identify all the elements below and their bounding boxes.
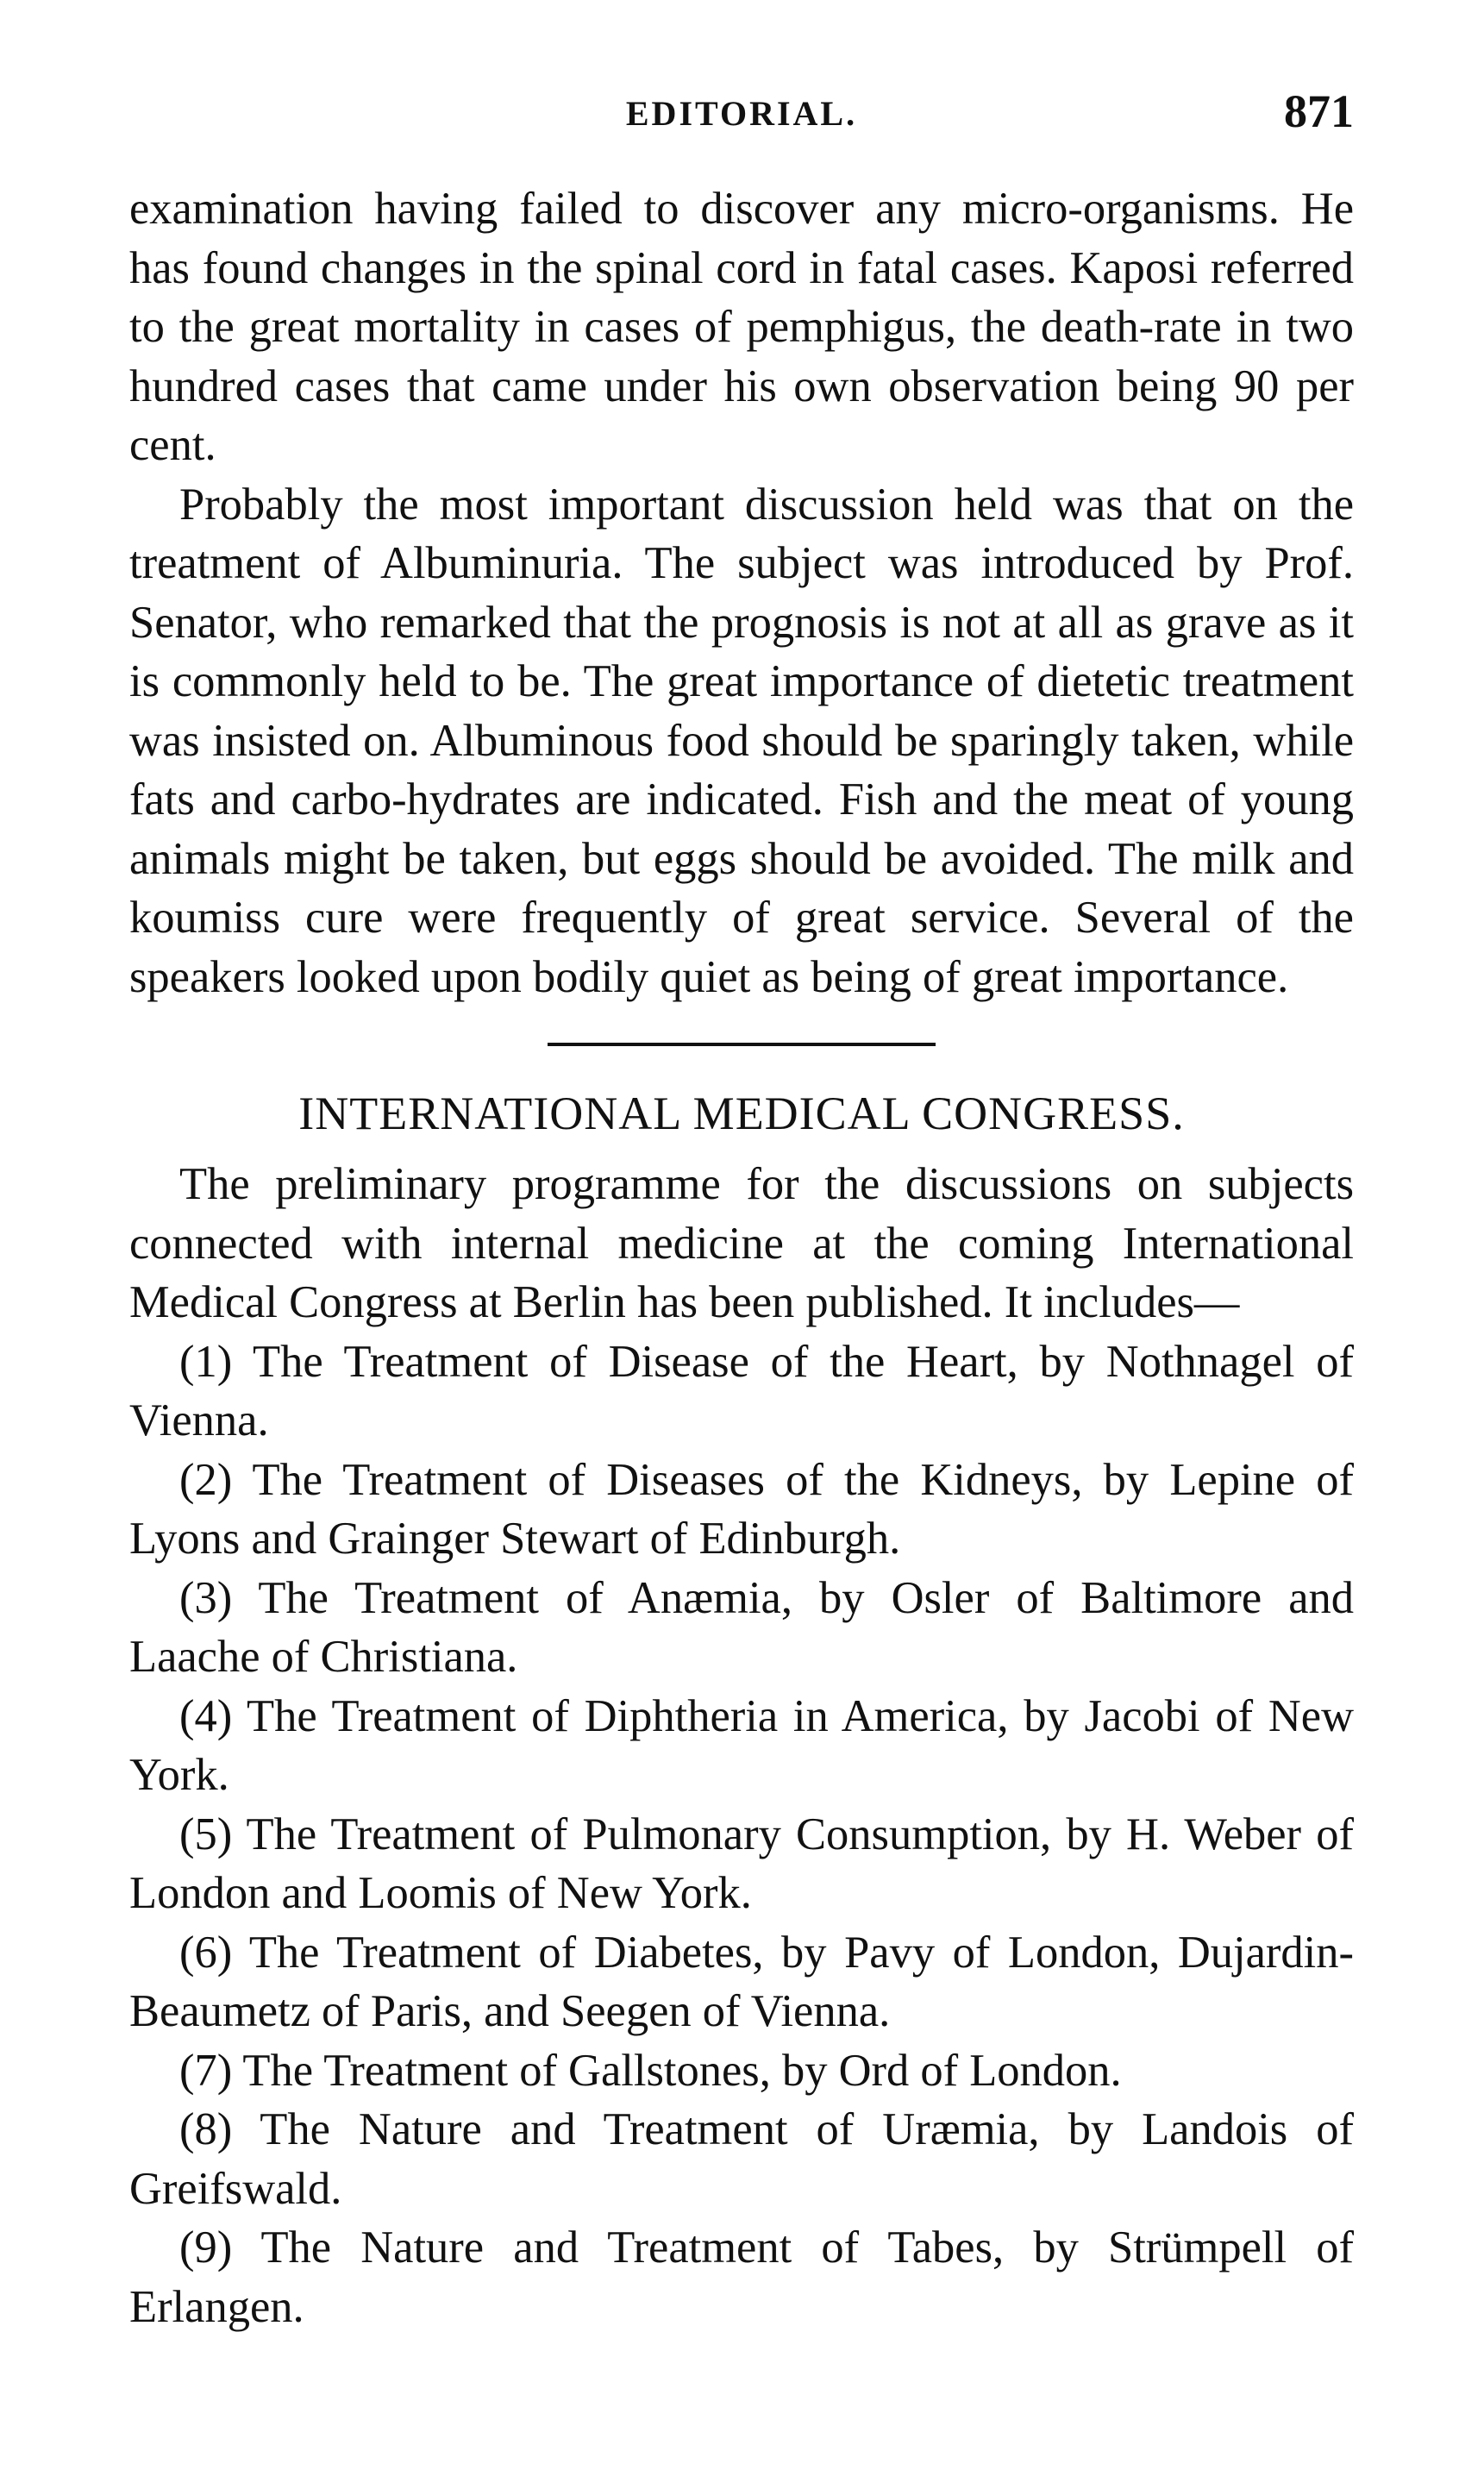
list-item bbox=[129, 2218, 1354, 2336]
list-item bbox=[129, 1805, 1354, 1923]
page bbox=[129, 0, 1354, 2489]
item-text: The Treatment of Diabetes, by Pavy of London, Dujardin-Beaumetz of Paris, and Seegen of Vienna. bbox=[129, 1927, 1354, 2036]
list-item bbox=[129, 1451, 1354, 1569]
page-number: 871 bbox=[1284, 85, 1354, 137]
item-text: The Treatment of Gallstones, by Ord of London. bbox=[242, 2045, 1122, 2096]
list-item bbox=[129, 1332, 1354, 1451]
item-number: (3) bbox=[179, 1572, 233, 1623]
item-number: (8) bbox=[179, 2104, 233, 2154]
section-divider bbox=[548, 1043, 936, 1046]
item-text: The Treatment of Anæmia, by Osler of Baltimore and Laache of Christiana. bbox=[129, 1572, 1354, 1682]
item-text: The Treatment of Pulmonary Consumption, by H. Weber of London and Loomis of New York. bbox=[129, 1809, 1354, 1918]
item-text: The Treatment of Diseases of the Kidneys, by Lepine of Lyons and Grainger Stewart of Edinburgh. bbox=[129, 1454, 1354, 1564]
list-item bbox=[129, 1687, 1354, 1805]
section-intro: The preliminary programme for the discussions on subjects connected with internal medicine at the coming International Medical Congress at Berlin has been published. It includes— bbox=[129, 1159, 1354, 1327]
item-number: (7) bbox=[179, 2045, 233, 2096]
item-number: (6) bbox=[179, 1927, 233, 1978]
item-number: (5) bbox=[179, 1809, 233, 1859]
item-number: (1) bbox=[179, 1336, 233, 1387]
paragraph-albuminuria: Probably the most important discussion held was that on the treatment of Albuminuria. The subject was introduced by Prof. Senator, who remarked that the prognosis is not at all as grave as it is commonly held to be. The great importance of dietetic treatment was insisted on. Albuminous food should be sparingly taken, while fats and carbo-hydrates are indicated. Fish and the meat of young animals might be taken, but eggs should be avoided. The milk and koumiss cure were frequently of great service. Several of the speakers looked upon bodily quiet as being of great importance. bbox=[129, 479, 1354, 1002]
paragraph-continued: examination having failed to discover any micro-organisms. He has found changes in the spinal cord in fatal cases. Kaposi referred to the great mortality in cases of pemphigus, the death-rate in two hundred cases that came under his own observation being 90 per cent. bbox=[129, 184, 1354, 470]
body-text bbox=[129, 179, 1354, 2336]
list-item bbox=[129, 2100, 1354, 2218]
list-item bbox=[129, 2041, 1354, 2101]
item-text: The Treatment of Disease of the Heart, by Nothnagel of Vienna. bbox=[129, 1336, 1354, 1445]
item-text: The Nature and Treatment of Uræmia, by Landois of Greifswald. bbox=[129, 2104, 1354, 2214]
item-number: (4) bbox=[179, 1690, 233, 1741]
item-text: The Nature and Treatment of Tabes, by Strümpell of Erlangen. bbox=[129, 2223, 1354, 2332]
running-title: EDITORIAL. bbox=[625, 94, 858, 133]
list-item bbox=[129, 1569, 1354, 1687]
programme-list bbox=[129, 1332, 1354, 2337]
item-text: The Treatment of Diphtheria in America, by Jacobi of New York. bbox=[129, 1690, 1354, 1800]
running-head bbox=[129, 85, 1354, 145]
list-item bbox=[129, 1923, 1354, 2041]
section-heading: INTERNATIONAL MEDICAL CONGRESS. bbox=[298, 1088, 1185, 1139]
item-number: (2) bbox=[179, 1454, 233, 1505]
item-number: (9) bbox=[179, 2223, 233, 2273]
